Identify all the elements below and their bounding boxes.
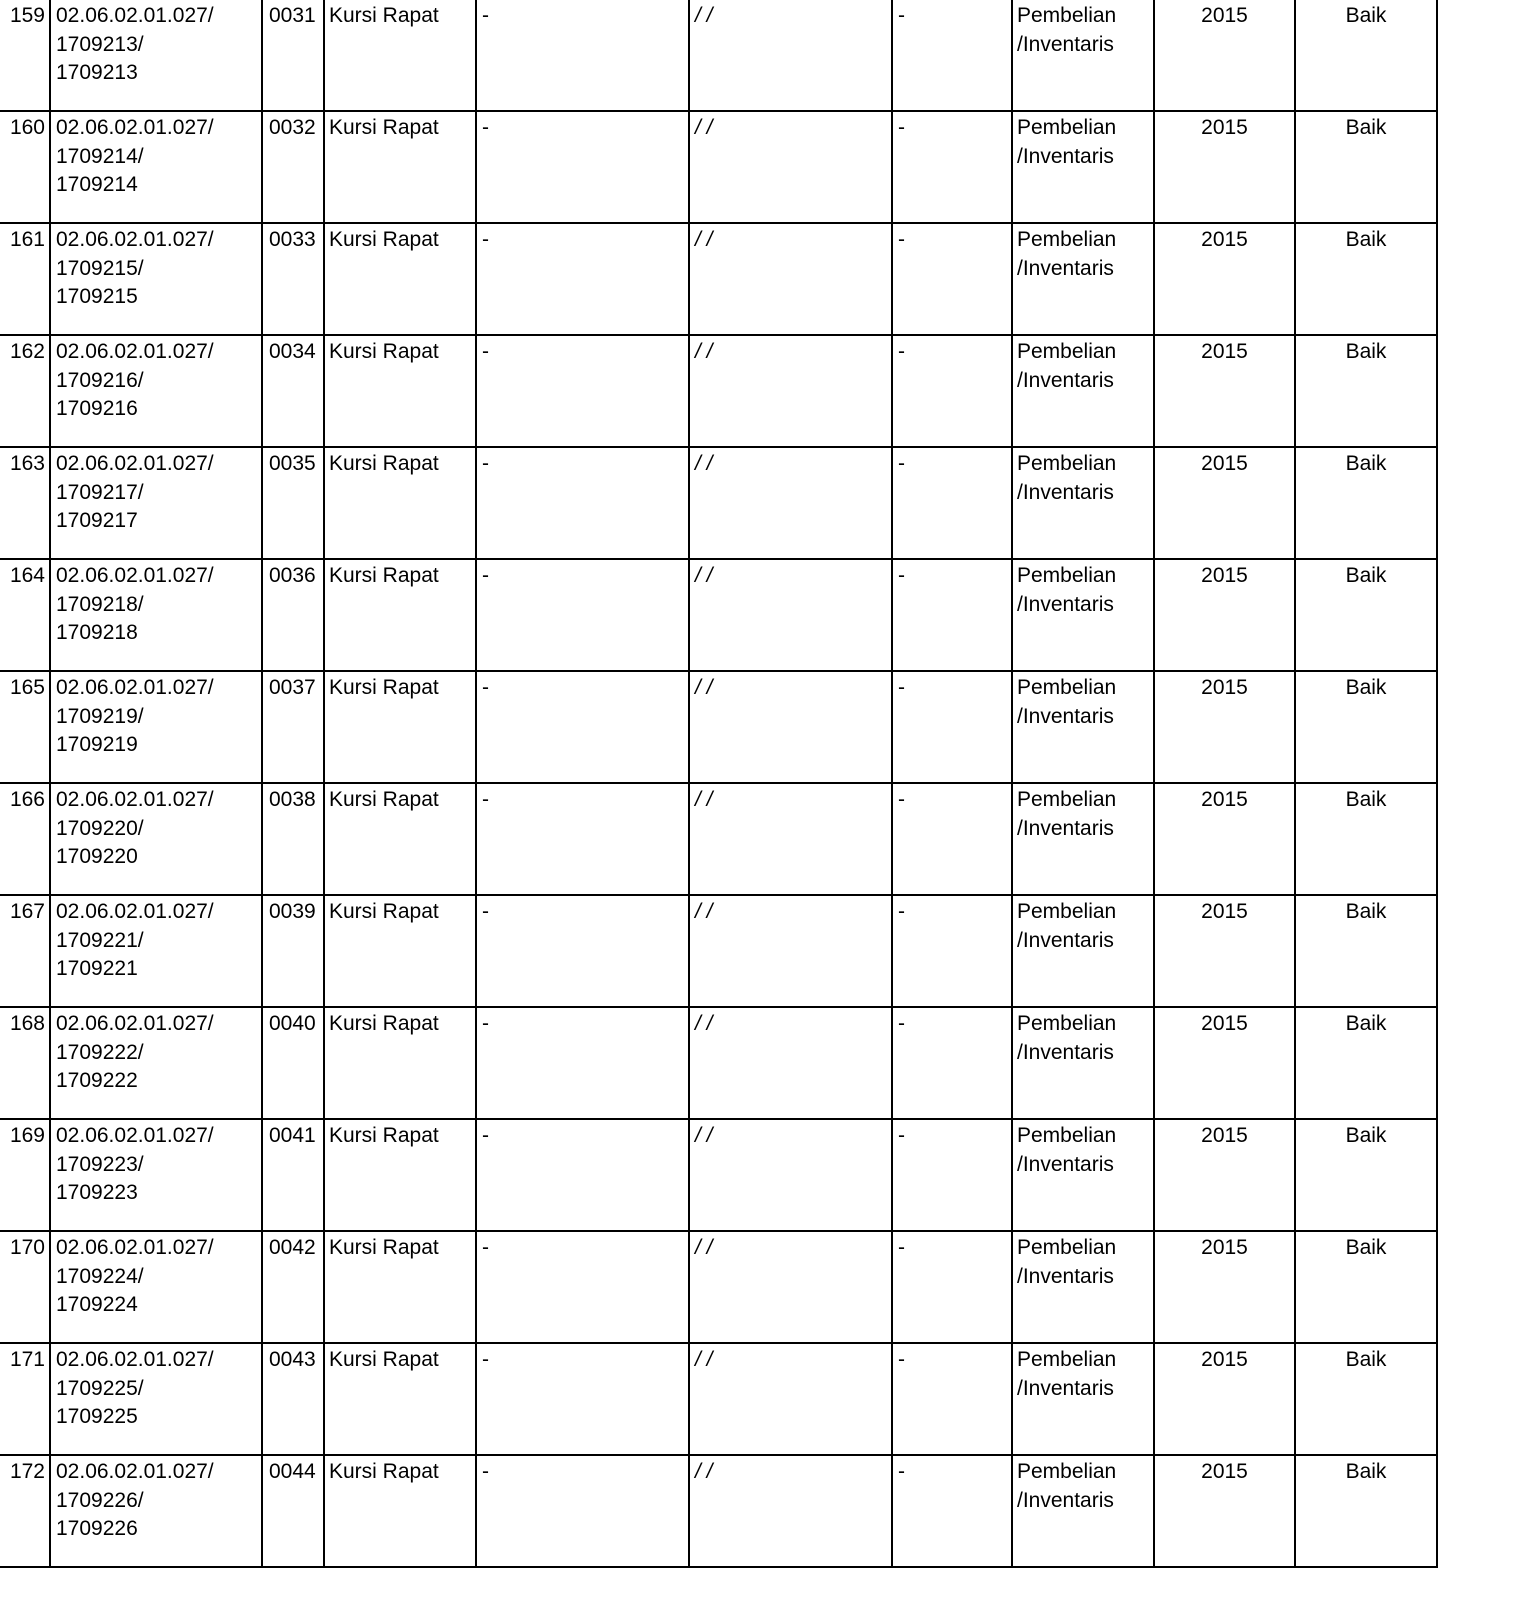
material-cell: -: [892, 1455, 1012, 1567]
item-name-cell: Kursi Rapat: [324, 0, 476, 111]
register-number-cell: 0041: [262, 1119, 324, 1231]
origin-cell: Pembelian /Inventaris: [1012, 0, 1154, 111]
brand-cell: -: [476, 223, 689, 335]
condition-cell: Baik: [1295, 111, 1437, 223]
item-name-cell: Kursi Rapat: [324, 335, 476, 447]
origin-cell: Pembelian /Inventaris: [1012, 671, 1154, 783]
material-cell: -: [892, 335, 1012, 447]
date-cell: / /: [689, 1231, 892, 1343]
condition-cell: Baik: [1295, 671, 1437, 783]
table-row: [0, 1007, 1437, 1119]
register-number-cell: 0040: [262, 1007, 324, 1119]
brand-cell: -: [476, 111, 689, 223]
item-code-cell: 02.06.02.01.027/ 1709219/ 1709219: [50, 671, 262, 783]
condition-cell: Baik: [1295, 223, 1437, 335]
material-cell: -: [892, 1231, 1012, 1343]
condition-cell: Baik: [1295, 1343, 1437, 1455]
register-number-cell: 0034: [262, 335, 324, 447]
brand-cell: -: [476, 1231, 689, 1343]
origin-cell: Pembelian /Inventaris: [1012, 223, 1154, 335]
item-name-cell: Kursi Rapat: [324, 1343, 476, 1455]
origin-cell: Pembelian /Inventaris: [1012, 111, 1154, 223]
condition-cell: Baik: [1295, 447, 1437, 559]
date-cell: / /: [689, 1343, 892, 1455]
register-number-cell: 0033: [262, 223, 324, 335]
item-code-cell: 02.06.02.01.027/ 1709220/ 1709220: [50, 783, 262, 895]
item-name-cell: Kursi Rapat: [324, 1007, 476, 1119]
row-number-cell: 159: [0, 0, 50, 111]
date-cell: / /: [689, 111, 892, 223]
table-row: [0, 335, 1437, 447]
register-number-cell: 0039: [262, 895, 324, 1007]
item-name-cell: Kursi Rapat: [324, 1231, 476, 1343]
date-cell: / /: [689, 447, 892, 559]
brand-cell: -: [476, 559, 689, 671]
condition-cell: Baik: [1295, 1119, 1437, 1231]
material-cell: -: [892, 1007, 1012, 1119]
register-number-cell: 0044: [262, 1455, 324, 1567]
condition-cell: Baik: [1295, 783, 1437, 895]
table-row: [0, 895, 1437, 1007]
material-cell: -: [892, 223, 1012, 335]
row-number-cell: 160: [0, 111, 50, 223]
date-cell: / /: [689, 335, 892, 447]
year-cell: 2015: [1154, 783, 1295, 895]
origin-cell: Pembelian /Inventaris: [1012, 1231, 1154, 1343]
date-cell: / /: [689, 1007, 892, 1119]
origin-cell: Pembelian /Inventaris: [1012, 895, 1154, 1007]
item-code-cell: 02.06.02.01.027/ 1709215/ 1709215: [50, 223, 262, 335]
year-cell: 2015: [1154, 447, 1295, 559]
material-cell: -: [892, 0, 1012, 111]
table-row: [0, 783, 1437, 895]
material-cell: -: [892, 895, 1012, 1007]
table-row: [0, 447, 1437, 559]
item-code-cell: 02.06.02.01.027/ 1709221/ 1709221: [50, 895, 262, 1007]
origin-cell: Pembelian /Inventaris: [1012, 783, 1154, 895]
date-cell: / /: [689, 559, 892, 671]
year-cell: 2015: [1154, 1007, 1295, 1119]
year-cell: 2015: [1154, 559, 1295, 671]
row-number-cell: 164: [0, 559, 50, 671]
row-number-cell: 162: [0, 335, 50, 447]
date-cell: / /: [689, 895, 892, 1007]
origin-cell: Pembelian /Inventaris: [1012, 335, 1154, 447]
item-code-cell: 02.06.02.01.027/ 1709214/ 1709214: [50, 111, 262, 223]
table-row: [0, 559, 1437, 671]
row-number-cell: 169: [0, 1119, 50, 1231]
material-cell: -: [892, 111, 1012, 223]
material-cell: -: [892, 783, 1012, 895]
table-row: [0, 1343, 1437, 1455]
origin-cell: Pembelian /Inventaris: [1012, 559, 1154, 671]
item-name-cell: Kursi Rapat: [324, 1455, 476, 1567]
row-number-cell: 165: [0, 671, 50, 783]
year-cell: 2015: [1154, 111, 1295, 223]
brand-cell: -: [476, 671, 689, 783]
origin-cell: Pembelian /Inventaris: [1012, 1455, 1154, 1567]
row-number-cell: 163: [0, 447, 50, 559]
condition-cell: Baik: [1295, 1231, 1437, 1343]
register-number-cell: 0043: [262, 1343, 324, 1455]
table-row: [0, 1119, 1437, 1231]
year-cell: 2015: [1154, 1343, 1295, 1455]
brand-cell: -: [476, 895, 689, 1007]
register-number-cell: 0035: [262, 447, 324, 559]
table-row: [0, 671, 1437, 783]
material-cell: -: [892, 447, 1012, 559]
brand-cell: -: [476, 783, 689, 895]
register-number-cell: 0036: [262, 559, 324, 671]
brand-cell: -: [476, 1455, 689, 1567]
item-code-cell: 02.06.02.01.027/ 1709226/ 1709226: [50, 1455, 262, 1567]
item-name-cell: Kursi Rapat: [324, 111, 476, 223]
item-code-cell: 02.06.02.01.027/ 1709217/ 1709217: [50, 447, 262, 559]
register-number-cell: 0038: [262, 783, 324, 895]
item-code-cell: 02.06.02.01.027/ 1709218/ 1709218: [50, 559, 262, 671]
table-row: [0, 111, 1437, 223]
item-name-cell: Kursi Rapat: [324, 671, 476, 783]
table-row: [0, 0, 1437, 111]
year-cell: 2015: [1154, 895, 1295, 1007]
date-cell: / /: [689, 1455, 892, 1567]
brand-cell: -: [476, 1007, 689, 1119]
material-cell: -: [892, 559, 1012, 671]
row-number-cell: 167: [0, 895, 50, 1007]
item-name-cell: Kursi Rapat: [324, 447, 476, 559]
row-number-cell: 172: [0, 1455, 50, 1567]
date-cell: / /: [689, 0, 892, 111]
item-code-cell: 02.06.02.01.027/ 1709213/ 1709213: [50, 0, 262, 111]
date-cell: / /: [689, 1119, 892, 1231]
condition-cell: Baik: [1295, 0, 1437, 111]
item-code-cell: 02.06.02.01.027/ 1709222/ 1709222: [50, 1007, 262, 1119]
table-row: [0, 1231, 1437, 1343]
year-cell: 2015: [1154, 1231, 1295, 1343]
item-code-cell: 02.06.02.01.027/ 1709216/ 1709216: [50, 335, 262, 447]
register-number-cell: 0032: [262, 111, 324, 223]
row-number-cell: 171: [0, 1343, 50, 1455]
origin-cell: Pembelian /Inventaris: [1012, 1343, 1154, 1455]
year-cell: 2015: [1154, 671, 1295, 783]
date-cell: / /: [689, 671, 892, 783]
brand-cell: -: [476, 1119, 689, 1231]
register-number-cell: 0042: [262, 1231, 324, 1343]
year-cell: 2015: [1154, 0, 1295, 111]
condition-cell: Baik: [1295, 1455, 1437, 1567]
origin-cell: Pembelian /Inventaris: [1012, 1119, 1154, 1231]
brand-cell: -: [476, 1343, 689, 1455]
row-number-cell: 168: [0, 1007, 50, 1119]
item-name-cell: Kursi Rapat: [324, 223, 476, 335]
date-cell: / /: [689, 783, 892, 895]
item-name-cell: Kursi Rapat: [324, 1119, 476, 1231]
item-code-cell: 02.06.02.01.027/ 1709223/ 1709223: [50, 1119, 262, 1231]
origin-cell: Pembelian /Inventaris: [1012, 1007, 1154, 1119]
item-code-cell: 02.06.02.01.027/ 1709225/ 1709225: [50, 1343, 262, 1455]
date-cell: / /: [689, 223, 892, 335]
material-cell: -: [892, 671, 1012, 783]
condition-cell: Baik: [1295, 895, 1437, 1007]
brand-cell: -: [476, 0, 689, 111]
condition-cell: Baik: [1295, 559, 1437, 671]
origin-cell: Pembelian /Inventaris: [1012, 447, 1154, 559]
condition-cell: Baik: [1295, 335, 1437, 447]
register-number-cell: 0037: [262, 671, 324, 783]
item-name-cell: Kursi Rapat: [324, 895, 476, 1007]
item-name-cell: Kursi Rapat: [324, 783, 476, 895]
item-name-cell: Kursi Rapat: [324, 559, 476, 671]
year-cell: 2015: [1154, 223, 1295, 335]
table-row: [0, 1455, 1437, 1567]
register-number-cell: 0031: [262, 0, 324, 111]
row-number-cell: 166: [0, 783, 50, 895]
year-cell: 2015: [1154, 335, 1295, 447]
row-number-cell: 161: [0, 223, 50, 335]
material-cell: -: [892, 1119, 1012, 1231]
item-code-cell: 02.06.02.01.027/ 1709224/ 1709224: [50, 1231, 262, 1343]
year-cell: 2015: [1154, 1455, 1295, 1567]
table-row: [0, 223, 1437, 335]
condition-cell: Baik: [1295, 1007, 1437, 1119]
row-number-cell: 170: [0, 1231, 50, 1343]
year-cell: 2015: [1154, 1119, 1295, 1231]
material-cell: -: [892, 1343, 1012, 1455]
brand-cell: -: [476, 335, 689, 447]
brand-cell: -: [476, 447, 689, 559]
